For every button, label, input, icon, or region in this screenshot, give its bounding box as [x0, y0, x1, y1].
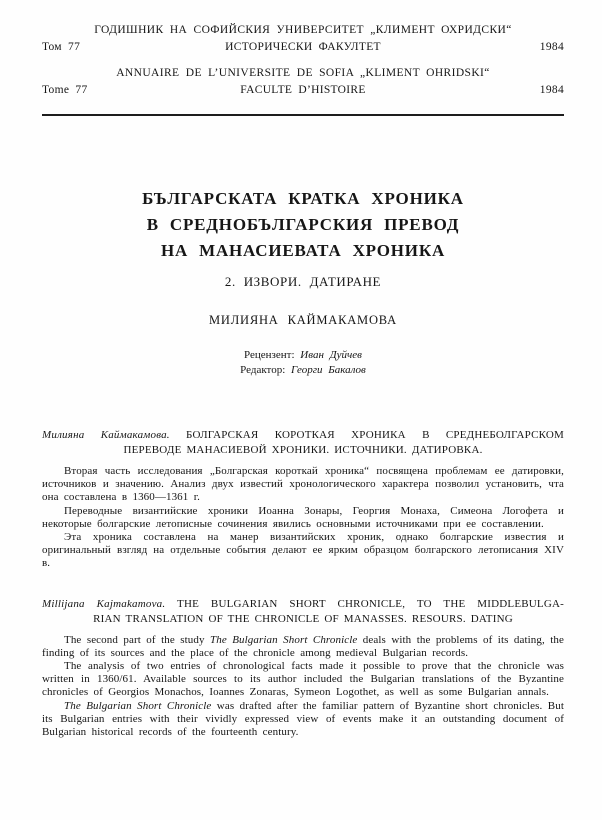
volume-fr: Tome 77 — [42, 84, 88, 96]
abstract-english-para-2: The analysis of two entries of chronological facts made it possible to prove that the chronicle was written in 1360/61. Available sources to its author included the Bulgarian translations of the Byzantine chronicles of Georgios Monachos, Ioannes Zonaras, Symeon Logothet, as well as some Bulgarian annals. — [42, 660, 564, 699]
reviewer-label: Рецензент: — [244, 349, 295, 361]
abstract-russian-heading-line-1 — [42, 428, 564, 443]
abstract-english-body — [42, 634, 564, 740]
abstract-english-para-3 — [42, 700, 564, 740]
article-title — [42, 186, 564, 264]
reviewer-line — [42, 348, 564, 363]
para-3-italic-title: The Bulgarian Short Chronicle — [64, 699, 212, 712]
abstract-russian-body — [42, 465, 564, 571]
abstract-russian-para-3: Эта хроника составлена на манер византийских хроник, однако болгарские известия и оригинальный взгляд на отдельные события делают ее ярким образцом болгарского летописания XIV в. — [42, 531, 564, 570]
reviewer-name: Иван Дуйчев — [300, 349, 362, 361]
abstract-russian-para-1: Вторая часть исследования „Болгарская короткай хроника“ посвящена проблемам ее датировки, источников и значению. Анализ двух известий хронологического характера позволил установить, чта она составлена в 1360—1361 г. — [42, 465, 564, 504]
journal-meta-row-fr — [42, 82, 564, 99]
abstract-russian-para-2: Переводные византийские хроники Иоанна Зонары, Георгия Монаха, Симеона Логофета и некоторые болгарские летописные сочинения явились основными источниками при ее составлении. — [42, 504, 564, 530]
abstract-english-heading-line-1 — [42, 597, 564, 612]
para-1-italic-title: The Bulgarian Short Chronicle — [210, 633, 358, 646]
editor-name: Георги Бакалов — [291, 364, 366, 376]
journal-header-fr — [42, 65, 564, 99]
abstract-russian-author: Милияна Каймакамова. — [42, 429, 170, 441]
header-divider — [42, 114, 564, 116]
credits-block — [42, 348, 564, 378]
year-bg: 1984 — [539, 41, 564, 53]
author-name: МИЛИЯНА КАЙМАКАМОВА — [209, 313, 397, 327]
abstract-english-para-1 — [42, 634, 564, 660]
editor-label: Редактор: — [240, 364, 286, 376]
journal-meta-row-bg — [42, 39, 564, 56]
abstract-english-author: Millijana Kajmakamova. — [42, 597, 166, 610]
article-title-line-1: БЪЛГАРСКАТА КРАТКА ХРОНИКА — [142, 189, 464, 208]
article-subtitle: 2. ИЗВОРИ. ДАТИРАНЕ — [224, 274, 382, 289]
abstract-russian-heading — [42, 428, 564, 458]
abstract-russian-title-part-1: БОЛГАРСКАЯ КОРОТКАЯ ХРОНИКА В СРЕДНЕБОЛГАРСКОМ — [186, 429, 564, 441]
journal-title-fr: ANNUAIRE DE L’UNIVERSITE DE SOFIA „KLIMENT OHRIDSKI“ — [116, 67, 490, 79]
abstract-russian — [42, 428, 564, 571]
abstract-english-heading-line-2: RIAN TRANSLATION OF THE CHRONICLE OF MANASSES. RESOURS. DATING — [93, 612, 513, 625]
para-3-text: was drafted after the familiar pattern of Byzantine short chronicles. But its Bulgarian entries with their vividly expressed view of events make it an outstanding document of Bulgarian historical records of the fourteenth century. — [42, 699, 564, 739]
para-1-text-cont: deals with the problems of its dating, the finding of its sources and the place of the chronicle among medieval Bulgarian records. — [42, 633, 565, 659]
abstract-english-heading — [42, 597, 564, 627]
para-1-text: The second part of the study — [64, 633, 210, 646]
year-fr: 1984 — [539, 84, 564, 96]
journal-header — [42, 22, 564, 99]
faculty-fr: FACULTE D’HISTOIRE — [240, 84, 366, 96]
article-title-line-2: В СРЕДНОБЪЛГАРСКИЯ ПРЕВОД — [146, 215, 460, 234]
editor-line — [42, 363, 564, 378]
faculty-bg: ИСТОРИЧЕСКИ ФАКУЛТЕТ — [225, 41, 381, 53]
article-title-line-3: НА МАНАСИЕВАТА ХРОНИКА — [160, 241, 446, 260]
abstract-english — [42, 597, 564, 740]
volume-bg: Том 77 — [42, 41, 81, 53]
abstract-russian-heading-line-2: ПЕРЕВОДЕ МАНАСИЕВОЙ ХРОНИКИ. ИСТОЧНИКИ. ДАТИРОВКА. — [123, 444, 483, 456]
abstract-english-title-part-1: THE BULGARIAN SHORT CHRONICLE, TO THE MIDDLEBULGA- — [177, 597, 565, 610]
journal-title-bg: ГОДИШНИК НА СОФИЙСКИЯ УНИВЕРСИТЕТ „КЛИМЕНТ ОХРИДСКИ“ — [94, 24, 512, 36]
